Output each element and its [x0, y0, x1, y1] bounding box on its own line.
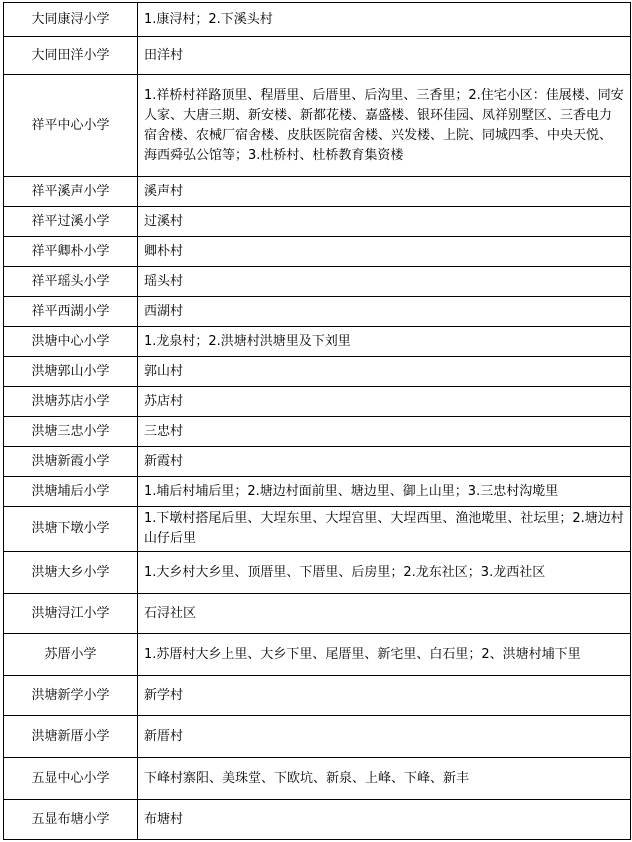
- district-area-cell: 1.康浔村；2.下溪头村: [138, 3, 631, 37]
- table-row: [4, 237, 631, 267]
- table-row: [4, 676, 631, 716]
- district-area-cell: 西湖村: [138, 297, 631, 327]
- school-name-cell: 洪塘新厝小学: [4, 716, 138, 758]
- school-name-cell: 洪塘苏店小学: [4, 387, 138, 417]
- table-row: [4, 37, 631, 75]
- district-area-cell: 溪声村: [138, 177, 631, 207]
- school-name-cell: 大同康浔小学: [4, 3, 138, 37]
- school-name-cell: 洪塘埔后小学: [4, 477, 138, 507]
- table-row: [4, 267, 631, 297]
- district-area-cell: 1.祥桥村祥路顶里、程厝里、后厝里、后沟里、三香里；2.住宅小区：佳展楼、同安人家、大唐三期、新安楼、新都花楼、嘉盛楼、银环佳园、凤祥别墅区、三香电力宿舍楼、农械厂宿舍楼、皮肤医院宿舍楼、兴发楼、上院、同城四季、中央天悦、海西舜弘公馆等；3.杜桥村、杜桥教育集资楼: [138, 75, 631, 177]
- table-row: [4, 634, 631, 676]
- district-area-cell: 过溪村: [138, 207, 631, 237]
- school-name-cell: 洪塘郭山小学: [4, 357, 138, 387]
- district-area-cell: 新学村: [138, 676, 631, 716]
- district-area-cell: 1.苏厝村大乡上里、大乡下里、尾厝里、新宅里、白石里；2、洪塘村埔下里: [138, 634, 631, 676]
- district-area-cell: 苏店村: [138, 387, 631, 417]
- school-name-cell: 洪塘下墩小学: [4, 507, 138, 552]
- table-row: [4, 716, 631, 758]
- school-district-table: [3, 2, 631, 840]
- school-name-cell: 五显中心小学: [4, 758, 138, 800]
- table-row: [4, 387, 631, 417]
- school-name-cell: 洪塘浔江小学: [4, 594, 138, 634]
- table-row: [4, 507, 631, 552]
- district-area-cell: 田洋村: [138, 37, 631, 75]
- district-area-cell: 1.大乡村大乡里、顶厝里、下厝里、后房里；2.龙东社区；3.龙西社区: [138, 552, 631, 594]
- table-row: [4, 758, 631, 800]
- district-area-cell: 下峰村寨阳、美珠堂、下欧坑、新泉、上峰、下峰、新丰: [138, 758, 631, 800]
- table-row: [4, 477, 631, 507]
- school-name-cell: 祥平溪声小学: [4, 177, 138, 207]
- school-name-cell: 苏厝小学: [4, 634, 138, 676]
- district-area-cell: 新厝村: [138, 716, 631, 758]
- table-row: [4, 75, 631, 177]
- school-name-cell: 祥平西湖小学: [4, 297, 138, 327]
- district-area-cell: 1.埔后村埔后里；2.塘边村面前里、塘边里、御上山里；3.三忠村沟墘里: [138, 477, 631, 507]
- table-row: [4, 357, 631, 387]
- school-name-cell: 洪塘新学小学: [4, 676, 138, 716]
- school-name-cell: 洪塘新霞小学: [4, 447, 138, 477]
- school-name-cell: 祥平卿朴小学: [4, 237, 138, 267]
- table-row: [4, 552, 631, 594]
- district-area-cell: 1.下墩村搭尾后里、大埕东里、大埕宫里、大埕西里、渔池墘里、社坛里；2.塘边村山仔后里: [138, 507, 631, 552]
- table-row: [4, 594, 631, 634]
- school-name-cell: 五显布塘小学: [4, 800, 138, 840]
- table-row: [4, 327, 631, 357]
- district-area-cell: 瑶头村: [138, 267, 631, 297]
- table-row: [4, 800, 631, 840]
- school-name-cell: 洪塘中心小学: [4, 327, 138, 357]
- school-name-cell: 大同田洋小学: [4, 37, 138, 75]
- table-row: [4, 177, 631, 207]
- school-name-cell: 祥平过溪小学: [4, 207, 138, 237]
- district-area-cell: 布塘村: [138, 800, 631, 840]
- district-area-cell: 石浔社区: [138, 594, 631, 634]
- table-row: [4, 3, 631, 37]
- table-row: [4, 447, 631, 477]
- district-area-cell: 1.龙泉村；2.洪塘村洪塘里及下刘里: [138, 327, 631, 357]
- school-name-cell: 洪塘大乡小学: [4, 552, 138, 594]
- district-area-cell: 三忠村: [138, 417, 631, 447]
- table-row: [4, 297, 631, 327]
- table-row: [4, 207, 631, 237]
- table-row: [4, 417, 631, 447]
- school-name-cell: 祥平中心小学: [4, 75, 138, 177]
- district-area-cell: 新霞村: [138, 447, 631, 477]
- school-name-cell: 洪塘三忠小学: [4, 417, 138, 447]
- district-area-cell: 郭山村: [138, 357, 631, 387]
- district-area-cell: 卿朴村: [138, 237, 631, 267]
- school-name-cell: 祥平瑶头小学: [4, 267, 138, 297]
